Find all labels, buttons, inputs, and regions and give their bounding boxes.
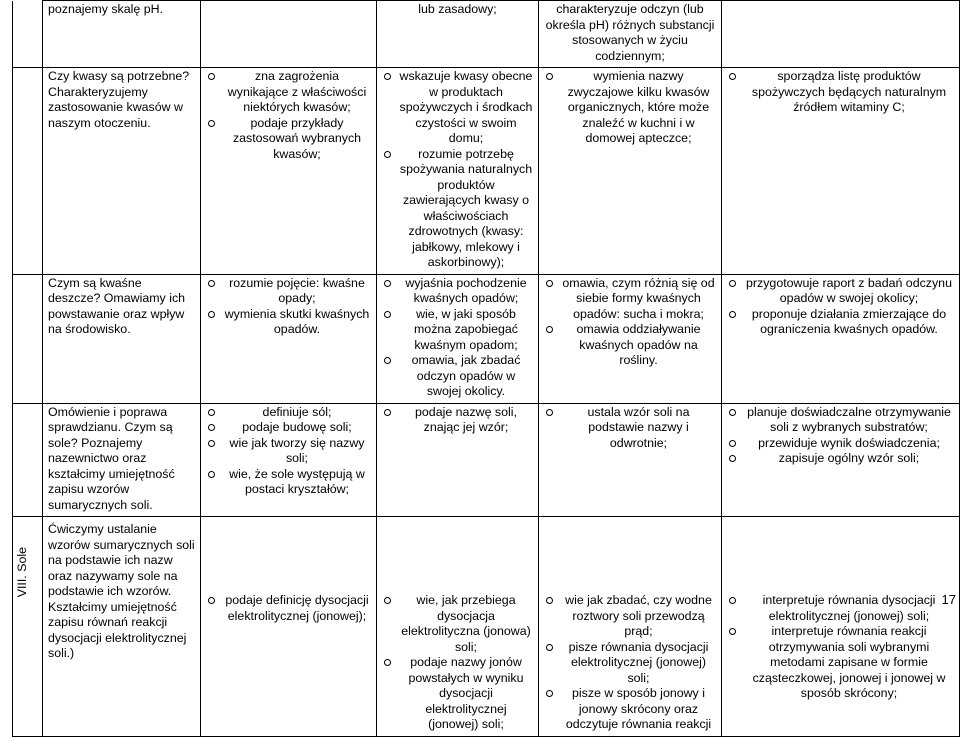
level1-cell [201, 274, 377, 403]
level2-cell [377, 403, 539, 517]
list-item: wie jak zbadać, czy wodne roztwory soli przewodzą prąd; [544, 593, 716, 640]
section-label: VIII. Sole [15, 547, 29, 598]
level2-cell [377, 517, 539, 737]
level3-cell [539, 517, 722, 737]
list-item: interpretuje równania dysocjacji elektrolitycznej (jonowej) soli; [727, 593, 954, 624]
list-item: przygotowuje raport z badań odczynu opadów w swojej okolicy; [727, 276, 954, 307]
list-item: podaje budowę soli; [206, 420, 371, 436]
topic-cell: Ćwiczymy ustalanie wzorów sumarycznych soli na podstawie ich nazw oraz nazywamy sole na podstawie ich wzorów. Kształcimy umiejętność zapisu równań reakcji dysocjacji elektrolitycznej soli.) [43, 517, 201, 737]
section-cell-top [13, 1, 43, 68]
level4-cell [722, 274, 960, 403]
level1-cell [201, 68, 377, 275]
topic-cell: Czym są kwaśne deszcze? Omawiamy ich powstawanie oraz wpływ na środowisko. [43, 274, 201, 403]
list-item: proponuje działania zmierzające do ograniczenia kwaśnych opadów. [727, 307, 954, 338]
list-item: omawia, czym różnią się od siebie formy kwaśnych opadów: sucha i mokra; [544, 276, 716, 323]
list-item: wie jak tworzy się nazwy soli; [206, 436, 371, 467]
level3-cell [539, 403, 722, 517]
list-item: podaje definicję dysocjacji elektrolitycznej (jonowej); [206, 593, 371, 624]
page-number: 17 [941, 592, 956, 607]
list-item: wie, w jaki sposób można zapobiegać kwaśnym opadom; [382, 307, 533, 354]
level4-cell [722, 68, 960, 275]
top-level2-cell: lub zasadowy; [377, 1, 539, 68]
list-item: rozumie pojęcie: kwaśne opady; [206, 276, 371, 307]
row-kwasy [13, 68, 960, 275]
list-item: ustala wzór soli na podstawie nazwy i odwrotnie; [544, 405, 716, 452]
row-kwasne-deszcze [13, 274, 960, 403]
top-level4-cell [722, 1, 960, 68]
list-item: wyjaśnia pochodzenie kwaśnych opadów; [382, 276, 533, 307]
row-dysocjacja [13, 517, 960, 737]
top-level1-cell [201, 1, 377, 68]
section-cell [13, 403, 43, 517]
topic-cell: Omówienie i poprawa sprawdzianu. Czym są sole? Poznajemy nazewnictwo oraz kształcimy umiejętność zapisu wzorów sumarycznych soli. [43, 403, 201, 517]
top-level3-cell: charakteryzuje odczyn (lub określa pH) różnych substancji stosowanych w życiu codziennym; [539, 1, 722, 68]
level2-cell [377, 274, 539, 403]
section-cell [13, 274, 43, 403]
level1-cell [201, 403, 377, 517]
list-item: interpretuje równania reakcji otrzymywania soli wybranymi metodami zapisane w formie cząsteczkowej, jonowej i jonowej w sposób skrócony; [727, 624, 954, 702]
list-item: pisze w sposób jonowy i jonowy skrócony oraz odczytuje równania reakcji [544, 686, 716, 733]
top-topic-cell: poznajemy skalę pH. [43, 1, 201, 68]
list-item: wymienia skutki kwaśnych opadów. [206, 307, 371, 338]
list-item: podaje przykłady zastosowań wybranych kwasów; [206, 116, 371, 163]
level3-cell [539, 68, 722, 275]
list-item: sporządza listę produktów spożywczych będących naturalnym źródłem witaminy C; [727, 69, 954, 116]
list-item: zna zagrożenia wynikające z właściwości niektórych kwasów; [206, 69, 371, 116]
list-item: wie, że sole występują w postaci kryształów; [206, 467, 371, 498]
list-item: omawia, jak zbadać odczyn opadów w swojej okolicy. [382, 353, 533, 400]
level4-cell [722, 403, 960, 517]
top-row [13, 1, 960, 68]
topic-cell: Czy kwasy są potrzebne? Charakteryzujemy zastosowanie kwasów w naszym otoczeniu. [43, 68, 201, 275]
row-sole [13, 403, 960, 517]
list-item: wymienia nazwy zwyczajowe kilku kwasów organicznych, które może znaleźć w kuchni i w domowej apteczce; [544, 69, 716, 147]
list-item: definiuje sól; [206, 405, 371, 421]
list-item: pisze równania dysocjacji elektrolitycznej (jonowej) soli; [544, 640, 716, 687]
curriculum-table [12, 0, 960, 737]
level3-cell [539, 274, 722, 403]
list-item: podaje nazwy jonów powstałych w wyniku dysocjacji elektrolitycznej (jonowej) soli; [382, 655, 533, 733]
list-item: omawia oddziaływanie kwaśnych opadów na rośliny. [544, 322, 716, 369]
list-item: przewiduje wynik doświadczenia; [727, 436, 954, 452]
list-item: zapisuje ogólny wzór soli; [727, 451, 954, 467]
list-item: rozumie potrzebę spożywania naturalnych produktów zawierających kwasy o właściwościach zdrowotnych (kwasy: jabłkowy, mlekowy i askorbinowy); [382, 147, 533, 271]
level2-cell [377, 68, 539, 275]
list-item: planuje doświadczalne otrzymywanie soli z wybranych substratów; [727, 405, 954, 436]
section-cell [13, 68, 43, 275]
list-item: wskazuje kwasy obecne w produktach spożywczych i środkach czystości w swoim domu; [382, 69, 533, 147]
level4-cell [722, 517, 960, 737]
list-item: wie, jak przebiega dysocjacja elektrolityczna (jonowa) soli; [382, 593, 533, 655]
section-label-cell [13, 517, 43, 737]
level1-cell [201, 517, 377, 737]
list-item: podaje nazwę soli, znając jej wzór; [382, 405, 533, 436]
